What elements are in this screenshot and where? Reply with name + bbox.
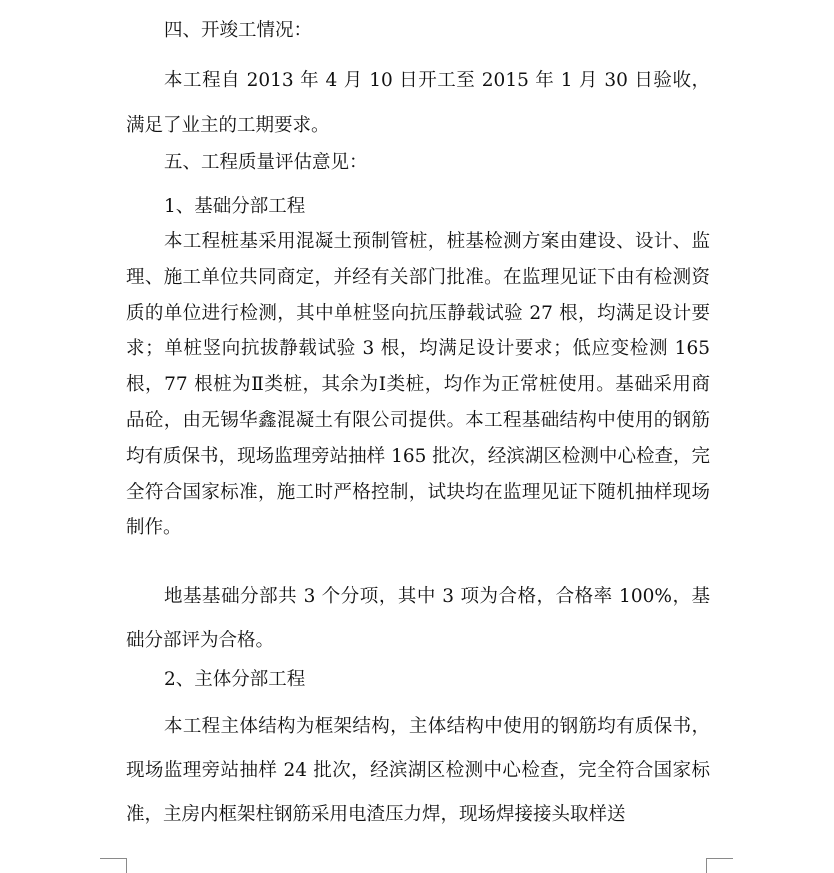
page-corner-mark-right bbox=[706, 858, 733, 873]
page-corner-mark-left bbox=[100, 858, 127, 873]
subsection1-paragraph: 本工程桩基采用混凝土预制管桩，桩基检测方案由建设、设计、监理、施工单位共同商定，并经有关部门批准。在监理见证下由有检测资质的单位进行检测，其中单桩竖向抗压静载试验 27 根，均满足设计要求；单桩竖向抗拔静载试验 3 根，均满足设计要求；低应变检测 165 根，77 根桩为Ⅱ类桩，其余为Ⅰ类桩，均作为正常桩使用。基础采用商品砼，由无锡华鑫混凝土有限公司提供。本工程基础结构中使用的钢筋均有质保书，现场监理旁站抽样 165 批次，经滨湖区检测中心检查，完全符合国家标准，施工时严格控制，试块均在监理见证下随机抽样现场制作。 bbox=[126, 231, 710, 539]
section4-heading: 四、开竣工情况： bbox=[164, 20, 313, 41]
subsection2-paragraph: 本工程主体结构为框架结构，主体结构中使用的钢筋均有质保书，现场监理旁站抽样 24 批次，经滨湖区检测中心检查，完全符合国家标准，主房内框架柱钢筋采用电渣压力焊，现场焊接接头取样送 bbox=[126, 716, 710, 825]
subsection2-heading: 2、主体分部工程 bbox=[164, 669, 306, 690]
section4-paragraph: 本工程自 2013 年 4 月 10 日开工至 2015 年 1 月 30 日验收，满足了业主的工期要求。 bbox=[126, 70, 710, 136]
section5-heading: 五、工程质量评估意见： bbox=[164, 152, 368, 173]
subsection1-heading: 1、基础分部工程 bbox=[164, 196, 306, 217]
subsection1-summary: 地基基础分部共 3 个分项，其中 3 项为合格，合格率 100%，基础分部评为合格。 bbox=[126, 586, 710, 651]
